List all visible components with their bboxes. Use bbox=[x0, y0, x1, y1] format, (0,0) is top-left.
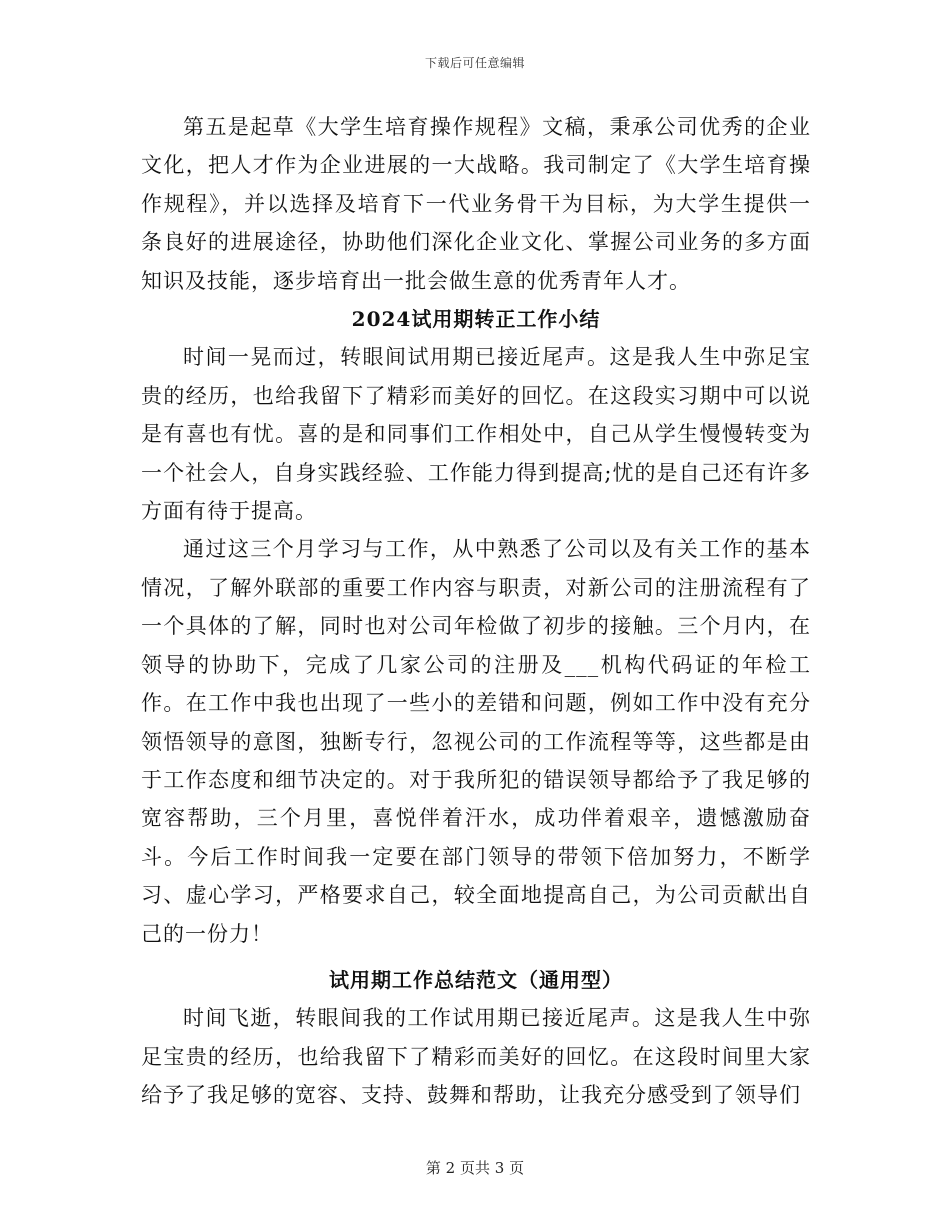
page-indicator: 第 2 页共 3 页 bbox=[425, 1159, 525, 1177]
section-1-paragraph-2: 通过这三个月学习与工作，从中熟悉了公司以及有关工作的基本情况，了解外联部的重要工作内容与职责，对新公司的注册流程有了一个具体的了解，同时也对公司年检做了初步的接触。三个月内，在领导的协助下，完成了几家公司的注册及___机构代码证的年检工作。在工作中我也出现了一些小的差错和问题，例如工作中没有充分领悟领导的意图，独断专行，忽视公司的工作流程等等，这些都是由于工作态度和细节决定的。对于我所犯的错误领导都给予了我足够的宽容帮助，三个月里，喜悦伴着汗水，成功伴着艰辛，遗憾激励奋斗。今后工作时间我一定要在部门领导的带领下倍加努力，不断学习、虚心学习，严格要求自己，较全面地提高自己，为公司贡献出自己的一份力！ bbox=[141, 537, 811, 946]
section-2-paragraph-1: 时间飞逝，转眼间我的工作试用期已接近尾声。这是我人生中弥足宝贵的经历，也给我留下了精彩而美好的回忆。在这段时间里大家给予了我足够的宽容、支持、鼓舞和帮助，让我充分感受到了领导们 bbox=[141, 1006, 811, 1108]
section-heading-probation-summary: 2024试用期转正工作小结 bbox=[351, 307, 601, 332]
document-body bbox=[141, 108, 811, 1115]
section-heading-general-summary: 试用期工作总结范文（通用型） bbox=[329, 967, 623, 992]
header-note: 下载后可任意编辑 bbox=[424, 56, 525, 70]
intro-paragraph: 第五是起草《大学生培育操作规程》文稿，秉承公司优秀的企业文化，把人才作为企业进展的一大战略。我司制定了《大学生培育操作规程》，并以选择及培育下一代业务骨干为目标，为大学生提供一条良好的进展途径，协助他们深化企业文化、掌握公司业务的多方面知识及技能，逐步培育出一批会做生意的优秀青年人才。 bbox=[141, 115, 811, 293]
section-1-paragraph-1: 时间一晃而过，转眼间试用期已接近尾声。这是我人生中弥足宝贵的经历，也给我留下了精彩而美好的回忆。在这段实习期中可以说是有喜也有忧。喜的是和同事们工作相处中，自己从学生慢慢转变为一个社会人，自身实践经验、工作能力得到提高;忧的是自己还有许多方面有待于提高。 bbox=[141, 345, 811, 524]
